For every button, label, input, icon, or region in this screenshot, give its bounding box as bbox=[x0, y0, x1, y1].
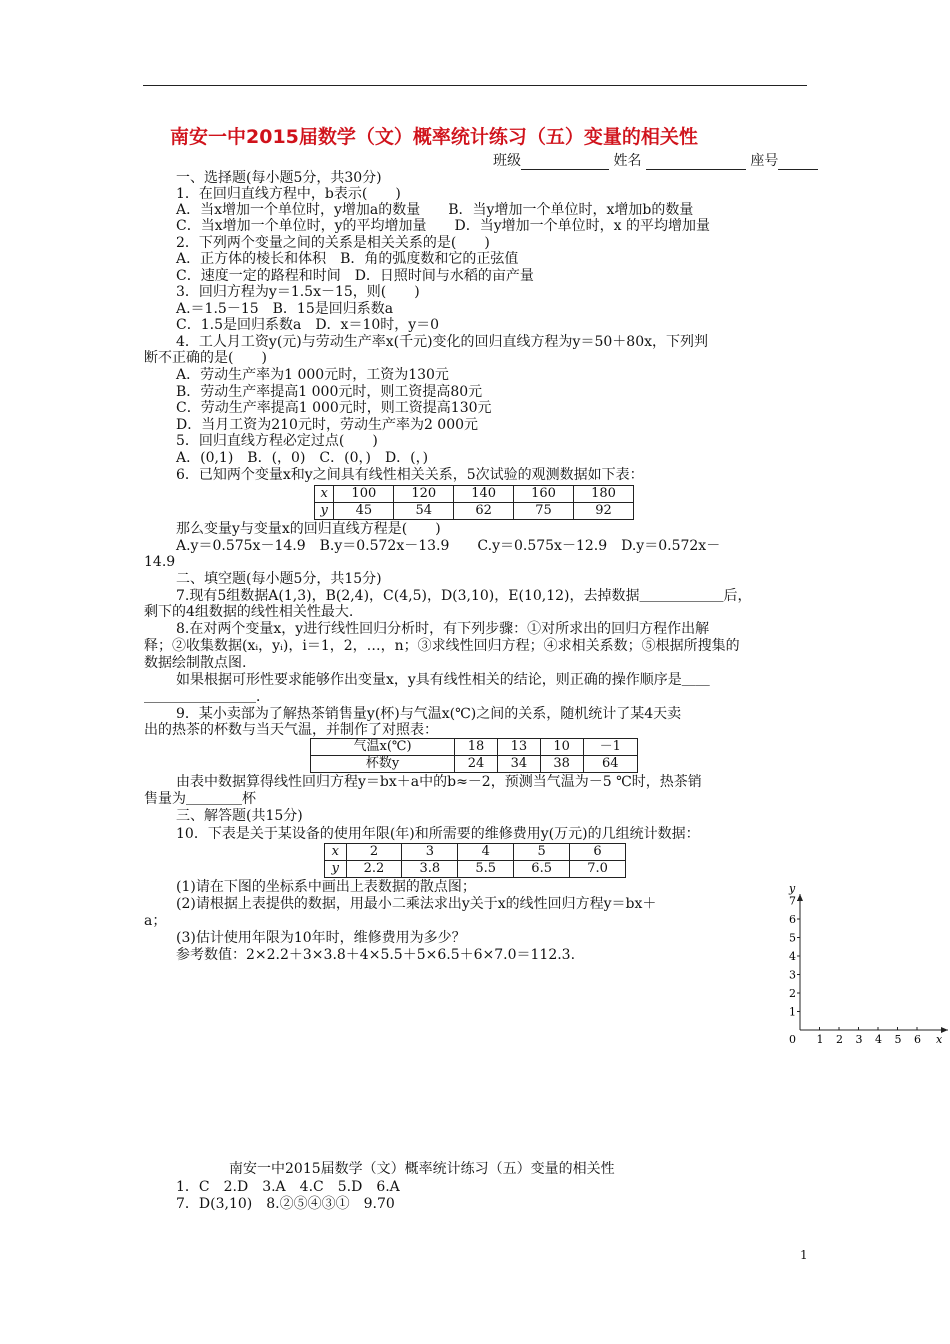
table-cell: 10 bbox=[540, 739, 583, 756]
table-cell: 24 bbox=[455, 756, 498, 773]
class-field[interactable] bbox=[521, 155, 609, 170]
question-text: 数据绘制散点图. bbox=[144, 655, 247, 671]
question-text: 4．工人月工资y(元)与劳动生产率x(千元)变化的回归直线方程为y＝50＋80x，下列判 bbox=[176, 334, 708, 350]
table-cell: 34 bbox=[497, 756, 540, 773]
question-text: 3．回归方程为y＝1.5x－15，则( ) bbox=[176, 284, 420, 300]
question-text: 那么变量y与变量x的回归直线方程是( ) bbox=[176, 521, 441, 537]
section-heading: 二、填空题(每小题5分，共15分) bbox=[176, 571, 382, 587]
question-text: 出的热茶的杯数与当天气温，并制作了对照表： bbox=[144, 722, 438, 738]
y-tick-label: 7 bbox=[789, 894, 796, 908]
question-text: 剩下的4组数据的线性相关性最大. bbox=[144, 604, 354, 620]
option-text: A．当x增加一个单位时，y增加a的数量 B．当y增加一个单位时，x增加b的数量 bbox=[176, 202, 694, 218]
question-text: 5．回归直线方程必定过点( ) bbox=[176, 433, 378, 449]
question-text: 8.在对两个变量x，y进行线性回归分析时，有下列步骤：①对所求出的回归方程作出解 bbox=[176, 621, 710, 637]
y-tick-label: 5 bbox=[789, 931, 796, 945]
table-row bbox=[315, 486, 634, 503]
data-table-q6 bbox=[314, 485, 634, 520]
question-text: 1．在回归直线方程中，b表示( ) bbox=[176, 186, 401, 202]
question-text: a； bbox=[144, 913, 167, 929]
table-cell: 4 bbox=[458, 844, 514, 861]
option-text: C．速度一定的路程和时间 D．日照时间与水稻的亩产量 bbox=[176, 268, 534, 284]
question-text: 6．已知两个变量x和y之间具有线性相关关系，5次试验的观测数据如下表： bbox=[176, 467, 644, 483]
x-tick-label: 4 bbox=[875, 1033, 882, 1046]
question-text: 释；②收集数据(xᵢ，yᵢ)，i＝1，2，…，n；③求线性回归方程；④求相关系数；⑤根据所搜集的 bbox=[144, 638, 740, 654]
answers-line: 7．D(3,10) 8.②⑤④③① 9.70 bbox=[176, 1196, 395, 1212]
seat-label: 座号 bbox=[750, 153, 779, 169]
table-row-header: y bbox=[315, 503, 334, 520]
option-text: A.y＝0.575x－14.9 B.y＝0.572x－13.9 C.y＝0.575x－12.9 D.y＝0.572x－ bbox=[176, 538, 721, 554]
table-cell: －1 bbox=[583, 739, 637, 756]
option-text: C．1.5是回归系数a D．x＝10时，y＝0 bbox=[176, 317, 440, 333]
student-info-line bbox=[493, 150, 818, 170]
y-axis-label: y bbox=[789, 882, 796, 895]
table-cell: 92 bbox=[574, 503, 634, 520]
table-cell: 75 bbox=[514, 503, 574, 520]
x-tick-label: 1 bbox=[816, 1033, 824, 1046]
question-text: 2．下列两个变量之间的关系是相关关系的是( ) bbox=[176, 235, 490, 251]
question-text: 参考数值：2×2.2＋3×3.8＋4×5.5＋5×6.5＋6×7.0＝112.3. bbox=[176, 947, 576, 963]
table-cell: 180 bbox=[574, 486, 634, 503]
section-heading: 一、选择题(每小题5分，共30分) bbox=[176, 170, 382, 186]
option-text: C．当x增加一个单位时，y的平均增加量 D．当y增加一个单位时，x 的平均增加量 bbox=[176, 218, 710, 234]
question-text: 9．某小卖部为了解热茶销售量y(杯)与气温x(℃)之间的关系，随机统计了某4天卖 bbox=[176, 706, 682, 722]
section-heading: 三、解答题(共15分) bbox=[176, 808, 303, 824]
table-cell: 62 bbox=[454, 503, 514, 520]
x-tick-label: 5 bbox=[894, 1033, 902, 1046]
table-cell: 5 bbox=[514, 844, 570, 861]
option-text: C．劳动生产率提高1 000元时，则工资提高130元 bbox=[176, 400, 492, 416]
y-tick-label: 2 bbox=[789, 987, 796, 1000]
table-cell: 18 bbox=[455, 739, 498, 756]
table-cell: 45 bbox=[334, 503, 394, 520]
y-tick-label: 6 bbox=[789, 913, 796, 926]
table-cell: 2.2 bbox=[346, 861, 402, 878]
x-tick-label: 3 bbox=[855, 1033, 863, 1046]
table-cell: 5.5 bbox=[458, 861, 514, 878]
question-text: 断不正确的是( ) bbox=[144, 350, 267, 366]
answer-blank: ＿＿＿＿＿＿＿＿． bbox=[144, 689, 270, 705]
table-cell: 100 bbox=[334, 486, 394, 503]
table-row-header: x bbox=[315, 486, 334, 503]
table-cell: 160 bbox=[514, 486, 574, 503]
y-axis-arrow bbox=[797, 894, 803, 901]
table-cell: 6.5 bbox=[514, 861, 570, 878]
option-text: B．劳动生产率提高1 000元时，则工资提高80元 bbox=[176, 384, 483, 400]
table-cell: 6 bbox=[570, 844, 626, 861]
table-cell: 120 bbox=[394, 486, 454, 503]
answers-line: 1．C 2.D 3.A 4.C 5.D 6.A bbox=[176, 1179, 400, 1195]
table-row-header: 杯数y bbox=[311, 756, 455, 773]
name-field[interactable] bbox=[646, 155, 746, 170]
option-text: D．当月工资为210元时，劳动生产率为2 000元 bbox=[176, 417, 479, 433]
answers-title: 南安一中2015届数学（文）概率统计练习（五）变量的相关性 bbox=[229, 1161, 615, 1177]
class-label: 班级 bbox=[493, 153, 521, 169]
table-row bbox=[325, 861, 626, 878]
table-row bbox=[311, 756, 638, 773]
y-tick-label: 4 bbox=[789, 950, 796, 963]
table-cell: 140 bbox=[454, 486, 514, 503]
question-text: 如果根据可形性要求能够作出变量x，y具有线性相关的结论，则正确的操作顺序是＿＿ bbox=[176, 672, 710, 688]
table-cell: 7.0 bbox=[570, 861, 626, 878]
option-text: A.＝1.5－15 B．15是回归系数a bbox=[176, 301, 394, 317]
table-cell: 54 bbox=[394, 503, 454, 520]
x-tick-label: 2 bbox=[836, 1033, 843, 1046]
table-cell: 3 bbox=[402, 844, 458, 861]
table-row bbox=[325, 844, 626, 861]
question-text: (2)请根据上表提供的数据，用最小二乘法求出y关于x的线性回归方程y＝bx＋ bbox=[176, 896, 657, 912]
data-table-q10 bbox=[324, 843, 626, 878]
table-cell: 64 bbox=[583, 756, 637, 773]
question-text: 7.现有5组数据A(1,3)，B(2,4)，C(4,5)，D(3,10)，E(10,12)，去掉数据＿＿＿＿＿＿后， bbox=[176, 588, 752, 604]
data-table-q9 bbox=[310, 738, 638, 773]
name-label: 姓名 bbox=[613, 153, 642, 169]
question-text: 由表中数据算得线性回归方程y＝bx＋a中的b≈－2，预测当气温为－5 ℃时，热茶销 bbox=[176, 774, 702, 790]
option-text: A．正方体的棱长和体积 B．角的弧度数和它的正弦值 bbox=[176, 251, 519, 267]
page-number: 1 bbox=[800, 1248, 808, 1262]
option-text: A．(0,1) B．(，0) C．(0，) D．(，) bbox=[176, 450, 429, 466]
option-text: 14.9 bbox=[144, 554, 176, 570]
table-row-header: y bbox=[325, 861, 347, 878]
top-rule bbox=[143, 85, 807, 86]
seat-field[interactable] bbox=[778, 155, 818, 170]
table-row-header: x bbox=[325, 844, 347, 861]
table-row bbox=[315, 503, 634, 520]
table-cell: 3.8 bbox=[402, 861, 458, 878]
question-text: (1)请在下图的坐标系中画出上表数据的散点图； bbox=[176, 879, 476, 895]
question-text: (3)估计使用年限为10年时，维修费用为多少？ bbox=[176, 930, 466, 946]
page-title: 南安一中2015届数学（文）概率统计练习（五）变量的相关性 bbox=[170, 126, 698, 148]
table-row bbox=[311, 739, 638, 756]
question-text: 10．下表是关于某设备的使用年限(年)和所需要的维修费用y(万元)的几组统计数据： bbox=[176, 826, 700, 842]
y-tick-label: 1 bbox=[789, 1005, 796, 1019]
origin-label: 0 bbox=[789, 1033, 796, 1046]
y-tick-label: 3 bbox=[789, 968, 796, 982]
table-row-header: 气温x(℃) bbox=[311, 739, 455, 756]
x-tick-label: 6 bbox=[914, 1033, 921, 1046]
table-cell: 13 bbox=[497, 739, 540, 756]
table-cell: 38 bbox=[540, 756, 583, 773]
x-axis-label: x bbox=[936, 1033, 943, 1046]
option-text: A．劳动生产率为1 000元时，工资为130元 bbox=[176, 367, 449, 383]
table-cell: 2 bbox=[346, 844, 402, 861]
question-text: 售量为＿＿＿＿杯 bbox=[144, 791, 256, 807]
coordinate-axes bbox=[780, 880, 950, 1050]
